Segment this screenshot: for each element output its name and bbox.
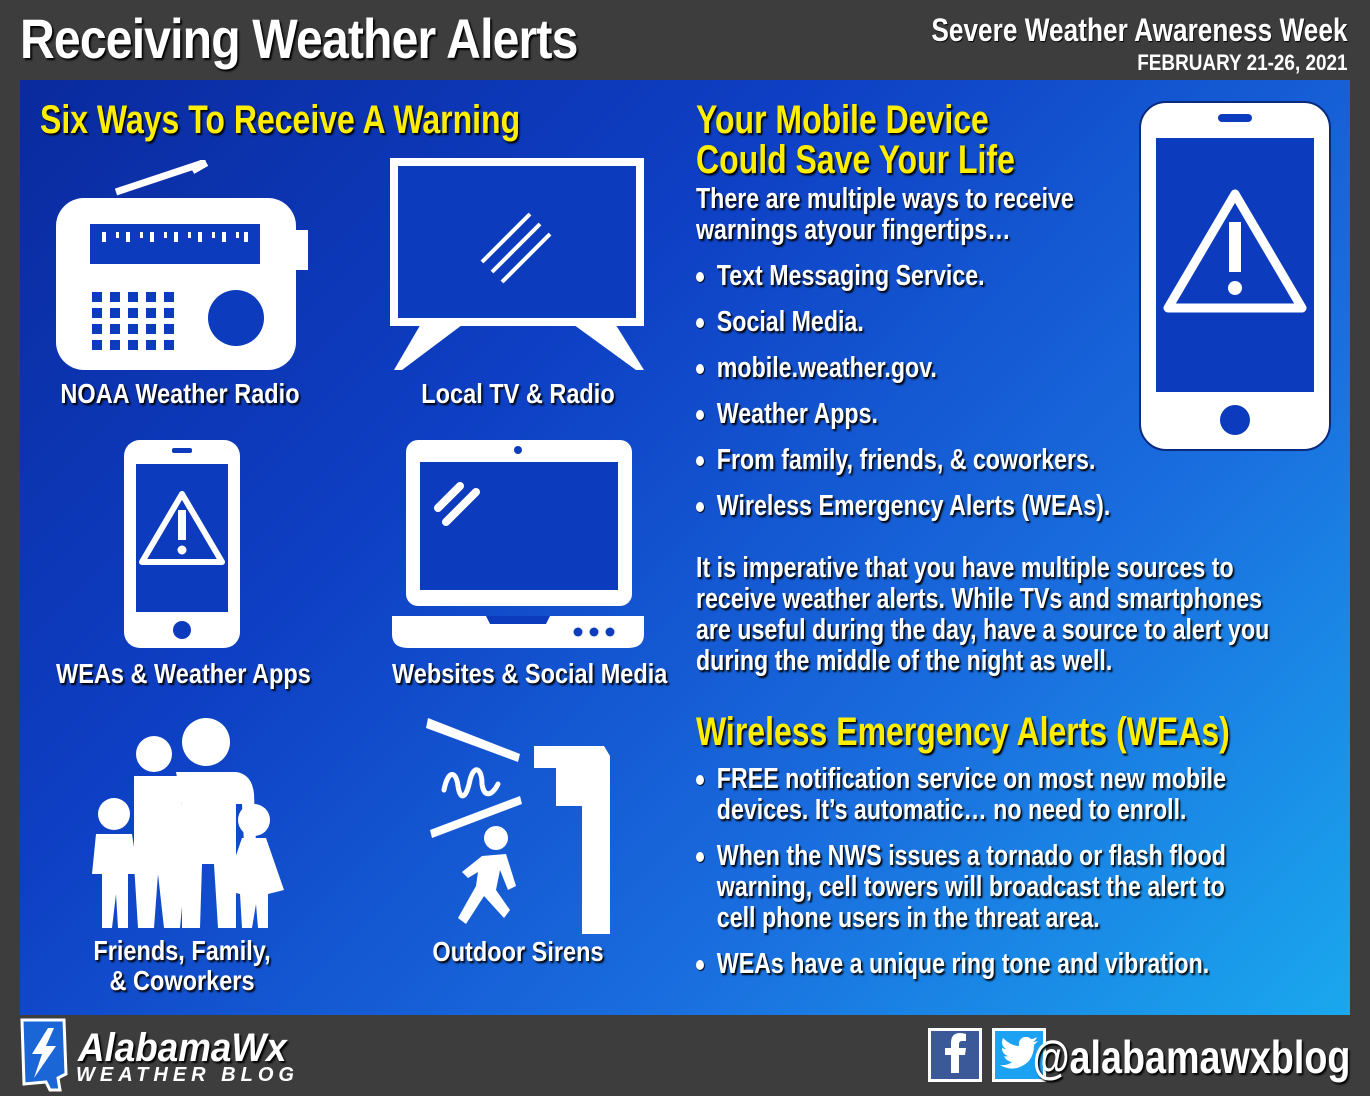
mobile-intro [696,184,1074,246]
laptop-icon [390,436,646,652]
imperative-paragraph [696,553,1269,677]
tile-label-family [56,936,308,996]
wea-heading: Wireless Emergency Alerts (WEAs) [696,710,1230,754]
mobile-heading-line1: Your Mobile Device [696,98,989,142]
list-item [696,764,1226,826]
alert-phone-icon [1136,98,1334,454]
mobile-heading-line2: Could Save Your Life [696,138,1015,182]
page-title: Receiving Weather Alerts [20,7,578,70]
event-dates: FEBRUARY 21-26, 2021 [1137,50,1348,75]
list-item: Weather Apps. [696,399,1110,445]
wea-item-line: When the NWS issues a tornado or flash flood [716,840,1226,872]
wea-item-line: devices. It’s automatic… no need to enroll. [716,794,1187,826]
wea-item-line: WEAs have a unique ring tone and vibration. [716,948,1210,980]
facebook-button[interactable] [928,1028,982,1082]
smartphone-icon [122,438,242,650]
wea-item-line: warning, cell towers will broadcast the alert to [716,871,1225,903]
wea-item-line: FREE notification service on most new mobile [716,763,1226,795]
six-ways-heading: Six Ways To Receive A Warning [40,98,521,142]
tile-label-sirens: Outdoor Sirens [432,936,604,967]
social-handle[interactable]: @alabamawxblog [1032,1031,1350,1083]
mobile-intro-line2: warnings atyour fingertips… [696,214,1011,246]
mobile-intro-line1: There are multiple ways to receive [696,183,1074,215]
radio-icon [54,160,310,372]
family-icon [76,714,296,932]
list-item [696,841,1226,934]
logo-subtitle: WEATHER BLOG [76,1064,299,1086]
imperative-line3: are useful during the day, have a source to alert you [696,614,1270,646]
imperative-line1: It is imperative that you have multiple sources to [696,552,1234,584]
tile-label-websites: Websites & Social Media [392,658,668,689]
tile-label-noaa: NOAA Weather Radio [60,378,300,409]
wea-list [696,764,1359,995]
list-item: From family, friends, & coworkers. [696,445,1110,491]
list-item: Social Media. [696,307,1110,353]
imperative-line2: receive weather alerts. While TVs and smartphones [696,583,1263,615]
siren-icon [424,714,614,934]
wea-item-line: cell phone users in the threat area. [716,902,1100,934]
facebook-icon [943,1033,967,1078]
tile-label-weas: WEAs & Weather Apps [56,658,311,689]
mobile-heading [696,100,1015,180]
event-title: Severe Weather Awareness Week [931,12,1348,48]
tile-label-tv: Local TV & Radio [421,378,615,409]
list-item [696,949,1226,980]
list-item: mobile.weather.gov. [696,353,1110,399]
logo-name: AlabamaWx [78,1026,287,1070]
list-item: Wireless Emergency Alerts (WEAs). [696,491,1110,537]
tile-label-family-line1: Friends, Family, [93,935,271,966]
main-panel [20,80,1350,1015]
tv-icon [390,158,648,374]
list-item: Text Messaging Service. [696,261,1110,307]
tile-label-family-line2: & Coworkers [109,965,255,996]
alabama-logo-icon [18,1018,70,1096]
imperative-line4: during the middle of the night as well. [696,645,1113,677]
